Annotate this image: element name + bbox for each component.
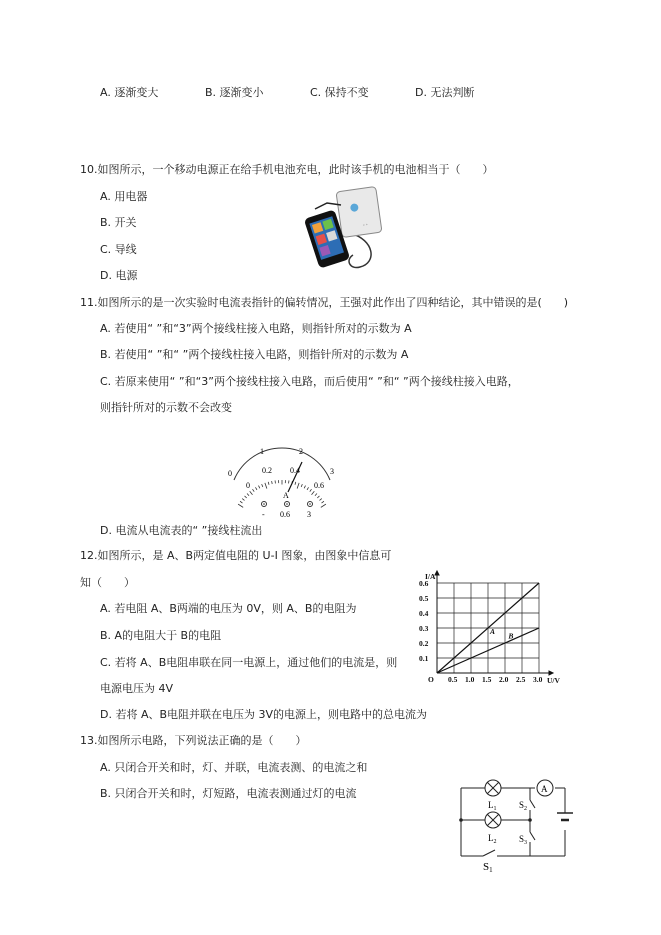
meter-bottom-2: 0.4 (290, 466, 300, 475)
q12-option-c-line2: 电源电压为 4V (100, 682, 174, 695)
terminal-3: 3 (307, 510, 311, 519)
x-tick-label: 2.5 (516, 675, 526, 684)
y-tick-label: 0.4 (419, 609, 429, 618)
ammeter-dial-figure (222, 442, 342, 520)
x-tick-label: 3.0 (533, 675, 543, 684)
meter-bottom-0: 0 (246, 481, 250, 490)
y-tick-label: 0.2 (419, 639, 429, 648)
q13-stem: 13.如图所示电路，下列说法正确的是（ ） (80, 734, 307, 747)
l2-label: $L_2$ (488, 833, 497, 845)
s2-label: $S_2$ (519, 800, 528, 812)
svg-text:◦ ◦: ◦ ◦ (362, 222, 369, 229)
q9-option-b: B. 逐渐变小 (205, 86, 264, 99)
q11-option-b: B. 若使用“ ”和“ ”两个接线柱接入电路，则指针所对的示数为 A (100, 348, 409, 361)
q9-option-c: C. 保持不变 (310, 86, 369, 99)
q12-stem-line1: 12.如图所示，是 A、B两定值电阻的 U-I 图象，由图象中信息可 (80, 549, 392, 562)
q11-option-d: D. 电流从电流表的“ ”接线柱流出 (100, 524, 263, 537)
meter-top-3: 3 (330, 467, 334, 476)
s3-label: $S_3$ (519, 834, 528, 846)
q11-option-c-line2: 则指针所对的示数不会改变 (100, 401, 232, 414)
power-bank-phone-image (305, 185, 385, 275)
y-axis-label: I/A (425, 572, 436, 581)
q10-option-b: B. 开关 (100, 216, 137, 229)
l1-label: $L_1$ (488, 800, 497, 812)
q12-option-c-line1: C. 若将 A、B电阻串联在同一电源上，通过他们的电流是，则 (100, 656, 398, 669)
terminal-minus: - (262, 510, 265, 519)
q10-option-c: C. 导线 (100, 243, 137, 256)
meter-bottom-3: 0.6 (314, 481, 324, 490)
q11-option-c-line1: C. 若原来使用“ ”和“3”两个接线柱接入电路，而后使用“ ”和“ ”两个接线柱接入电路， (100, 375, 519, 388)
s1-label: S1 (483, 861, 493, 874)
x-axis-label: U/V (547, 676, 560, 685)
q10-stem: 10.如图所示，一个移动电源正在给手机电池充电，此时该手机的电池相当于（ ） (80, 163, 494, 176)
x-axis-arrow (549, 671, 553, 675)
x-tick-label: 2.0 (499, 675, 509, 684)
series-label-A: A (490, 627, 496, 637)
q9-option-a: A. 逐渐变大 (100, 86, 159, 99)
meter-top-1: 1 (260, 447, 264, 456)
y-tick-label: 0.1 (419, 654, 429, 663)
x-tick-label: 1.0 (465, 675, 475, 684)
ui-graph-chart (415, 565, 560, 690)
y-tick-label: 0.3 (419, 624, 429, 633)
q13-option-a: A. 只闭合开关和时，灯、并联，电流表测、的电流之和 (100, 761, 368, 774)
meter-unit: A (283, 491, 289, 500)
series-label-B: B (508, 631, 514, 641)
y-tick-label: 0.6 (419, 579, 429, 588)
q12-stem-line2: 知（ ） (80, 576, 135, 589)
y-axis-arrow (435, 571, 439, 575)
q12-option-a: A. 若电阻 A、B两端的电压为 0V，则 A、B的电阻为 (100, 602, 357, 615)
q10-option-d: D. 电源 (100, 269, 138, 282)
x-tick-label: 1.5 (482, 675, 492, 684)
origin-label: O (428, 675, 434, 684)
ammeter-label: A (541, 784, 548, 794)
q13-option-b: B. 只闭合开关和时，灯短路，电流表测通过灯的电流 (100, 787, 357, 800)
q12-option-d: D. 若将 A、B电阻并联在电压为 3V的电源上，则电路中的总电流为 (100, 708, 428, 721)
q11-option-a: A. 若使用“ ”和“3”两个接线柱接入电路，则指针所对的示数为 A (100, 322, 412, 335)
y-tick-label: 0.5 (419, 594, 429, 603)
q10-option-a: A. 用电器 (100, 190, 148, 203)
meter-top-2: 2 (299, 447, 303, 456)
circuit-diagram (455, 768, 580, 876)
terminal-06: 0.6 (280, 510, 290, 519)
x-tick-label: 0.5 (448, 675, 458, 684)
q12-option-b: B. A的电阻大于 B的电阻 (100, 629, 222, 642)
q9-option-d: D. 无法判断 (415, 86, 475, 99)
meter-bottom-1: 0.2 (262, 466, 272, 475)
q11-stem: 11.如图所示的是一次实验时电流表指针的偏转情况，王强对此作出了四种结论，其中错误的是( ) (80, 296, 569, 309)
meter-top-0: 0 (228, 469, 232, 478)
